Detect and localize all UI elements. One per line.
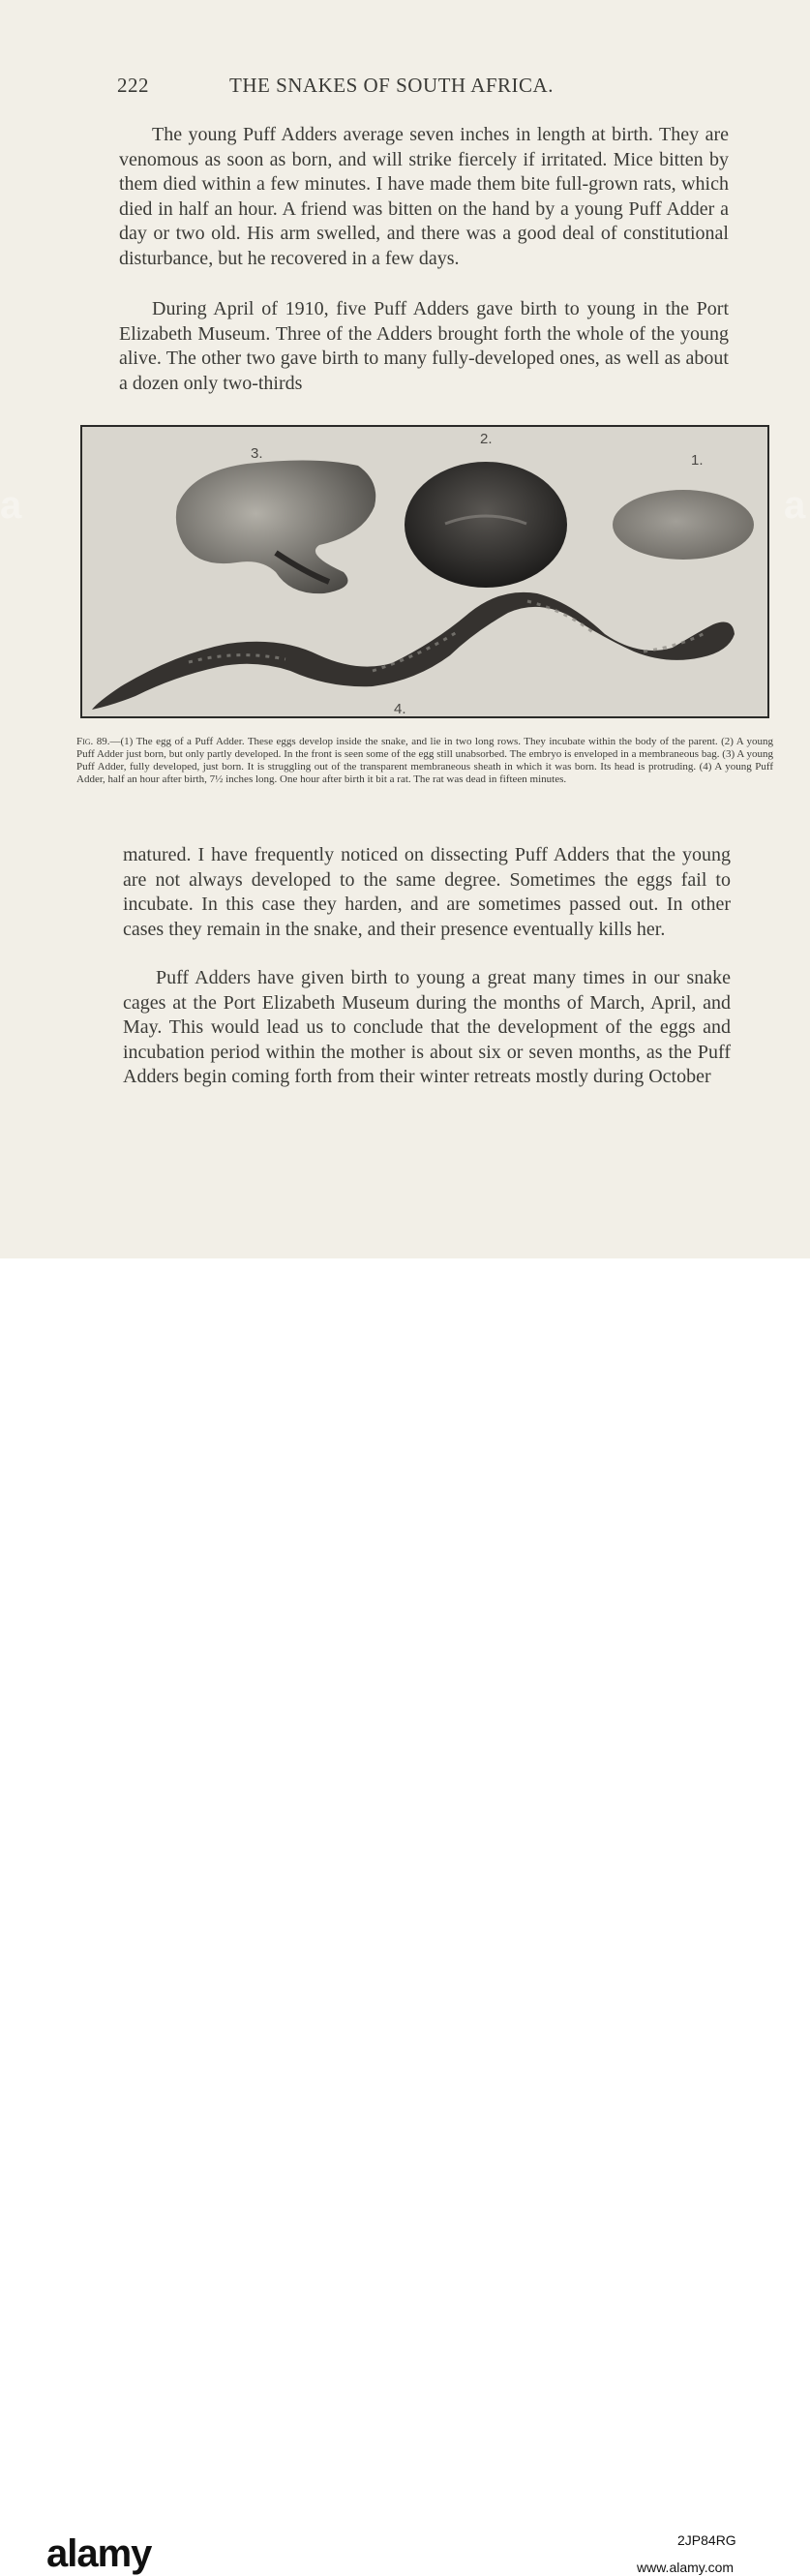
figure-caption (76, 736, 773, 786)
egg-one (613, 490, 754, 560)
stock-footer (0, 1258, 810, 2575)
page-number: 222 (117, 74, 149, 97)
figure-photo (82, 427, 767, 716)
paragraph-1: The young Puff Adders average seven inches in length at birth. They are venomous as soon as born, and will strike fiercely if irritated. Mice bitten by them died within a few minutes. I have made them bite full-grown rats, which died in half an hour. A friend was bitten on the hand by a young Puff Adder a day or two old. His arm swelled, and there was a good deal of constitutional disturbance, but he recovered in a few days. (119, 124, 729, 269)
site-url[interactable]: www.alamy.com (637, 2560, 735, 2575)
watermark-left: a (0, 484, 22, 527)
image-id: 2JP84RG (677, 2532, 736, 2548)
book-title: THE SNAKES OF SOUTH AFRICA. (229, 74, 554, 97)
paragraph-3: matured. I have frequently noticed on dissecting Puff Adders that the young are not always developed to the same degree. Sometimes the eggs fail to incubate. In this case they harden, and are sometimes passed out. In other cases they remain in the snake, and their presence eventually kills her. (123, 844, 731, 940)
book-page (0, 0, 810, 1258)
figure-puff-adder-young (80, 425, 769, 718)
paragraph-4: Puff Adders have given birth to young a great many times in our snake cages at the Port Elizabeth Museum during the months of March, April, and May. This would lead us to conclude that the development of the eggs and incubation period within the mother is about six or seven months, as the Puff Adders begin coming forth from their winter retreats mostly during October (123, 967, 731, 1087)
label-four: 4. (394, 701, 406, 716)
watermark-right: a (784, 484, 806, 527)
label-three: 3. (251, 445, 263, 462)
label-one: 1. (691, 452, 704, 469)
caption-label: Fig. (76, 736, 94, 747)
caption-text: 89.—(1) The egg of a Puff Adder. These eggs develop inside the snake, and lie in two long rows. They incubate within the body of the parent. (2) A young Puff Adder just born, but only partly developed. In the front is seen some of the egg still unabsorbed. The embryo is enveloped in a membraneous bag. (3) A young Puff Adder, fully developed, just born. It is struggling out of the transparent membraneous sheath in which it was born. Its head is protruding. (4) A young Puff Adder, half an hour after birth, 7½ inches long. One hour after birth it bit a rat. The rat was dead in fifteen minutes. (76, 736, 774, 785)
running-head (117, 74, 620, 103)
alamy-logo[interactable]: alamy (46, 2532, 152, 2575)
paragraph-2: During April of 1910, five Puff Adders gave birth to young in the Port Elizabeth Museum. Three of the Adders brought forth the whole of the young alive. The other two gave birth to many fully-developed ones, as well as about a dozen only two-thirds (119, 298, 729, 394)
embryo-two (405, 462, 567, 588)
label-two: 2. (480, 431, 493, 447)
